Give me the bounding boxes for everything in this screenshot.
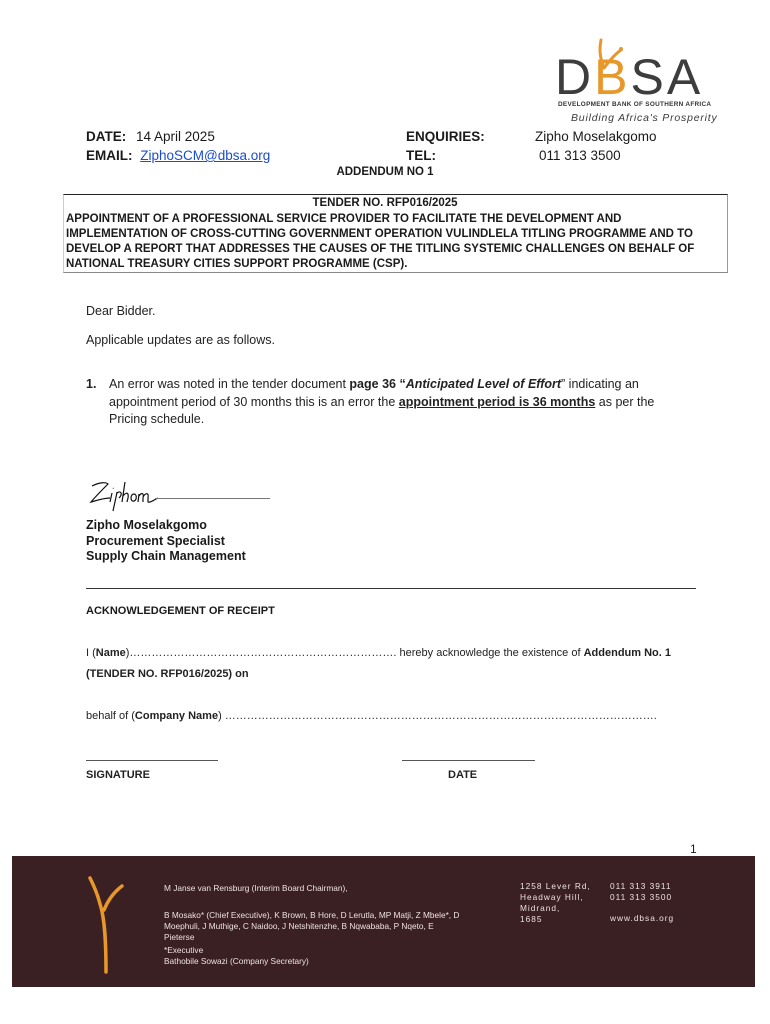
footer: [12, 856, 755, 987]
logo-tagline: Building Africa's Prosperity: [571, 112, 718, 124]
item-number: 1.: [86, 377, 97, 391]
date-value: 14 April 2025: [136, 129, 215, 144]
footer-phones: 011 313 3911 011 313 3500: [610, 881, 673, 902]
enquiries-value: Zipho Moselakgomo: [535, 129, 657, 144]
logo-subtitle: DEVELOPMENT BANK OF SOUTHERN AFRICA: [558, 101, 712, 108]
enquiries-label: ENQUIRIES:: [406, 129, 485, 144]
footer-website[interactable]: www.dbsa.org: [610, 913, 675, 923]
date-label-ack: DATE: [448, 769, 478, 781]
signer-title: Procurement Specialist: [86, 533, 225, 548]
tender-title: APPOINTMENT OF A PROFESSIONAL SERVICE PROVIDER TO FACILITATE THE DEVELOPMENT AND IMPLEMENTATION OF CROSS-CUTTING GOVERNMENT OPERATION VULINDLELA TITLING PROGRAMME AND TO DEVELOP A REPORT THAT ADDRESSES THE CAUSES OF THE TITLING SYSTEMIC CHALLENGES ON BEHALF OF NATIONAL TREASURY CITIES SUPPORT PROGRAMME (CSP).: [66, 213, 695, 270]
list-item: [86, 376, 686, 429]
signer-block: [86, 518, 246, 565]
footer-executive-note: *Executive: [164, 945, 204, 955]
greeting: Dear Bidder.: [86, 304, 156, 318]
tel-value: 011 313 3500: [539, 148, 621, 163]
ack-line-name: I (Name)………………………………………………………………. hereby acknowledge the existence of Addendum No. 1: [86, 647, 671, 659]
logo-wordmark: DBSA: [555, 49, 704, 105]
item-text: An error was noted in the tender document page 36 “Anticipated Level of Effort” indicating an appointment period of 30 months this is an error the appointment period is 36 months as per the Pricing schedule.: [109, 377, 655, 426]
signer-name: Zipho Moselakgomo: [86, 518, 207, 532]
signature-blank-line[interactable]: [86, 760, 218, 761]
signer-department: Supply Chain Management: [86, 549, 246, 563]
signature-line: [155, 498, 270, 499]
tender-number: TENDER NO. RFP016/2025: [312, 197, 458, 209]
ack-line-company: behalf of (Company Name) ……………………………………………………………………………………………………….: [86, 710, 657, 722]
footer-secretary: Bathobile Sowazi (Company Secretary): [164, 956, 309, 966]
email-row: [86, 147, 270, 165]
acknowledgement-title: ACKNOWLEDGEMENT OF RECEIPT: [86, 605, 275, 617]
addendum-title: ADDENDUM NO 1: [336, 166, 434, 178]
handwritten-signature: [86, 476, 166, 512]
section-divider: [86, 588, 696, 589]
footer-logo-mark-icon: [88, 874, 128, 974]
signature-label: SIGNATURE: [86, 769, 150, 781]
email-label: EMAIL:: [86, 148, 133, 163]
date-label: DATE:: [86, 129, 127, 144]
footer-board-chair: M Janse van Rensburg (Interim Board Chairman),: [164, 883, 348, 893]
date-blank-line[interactable]: [402, 760, 535, 761]
footer-board-members: B Mosako* (Chief Executive), K Brown, B Hore, D Lerutla, MP Matji, Z Mbele*, D Moephuli, J Muthige, C Naidoo, J Netshitenzhe, B Nqwababa, P Nqeto, E Pieterse: [164, 910, 460, 942]
page-number: 1: [690, 842, 697, 856]
intro-text: Applicable updates are as follows.: [86, 333, 276, 347]
email-link[interactable]: ZiphoSCM@dbsa.org: [140, 148, 271, 163]
tel-label: TEL:: [406, 148, 436, 163]
ack-line-tender: (TENDER NO. RFP016/2025) on: [86, 668, 249, 680]
footer-address: 1258 Lever Rd, Headway Hill, Midrand, 1685: [520, 881, 591, 924]
date-row: [86, 128, 215, 146]
